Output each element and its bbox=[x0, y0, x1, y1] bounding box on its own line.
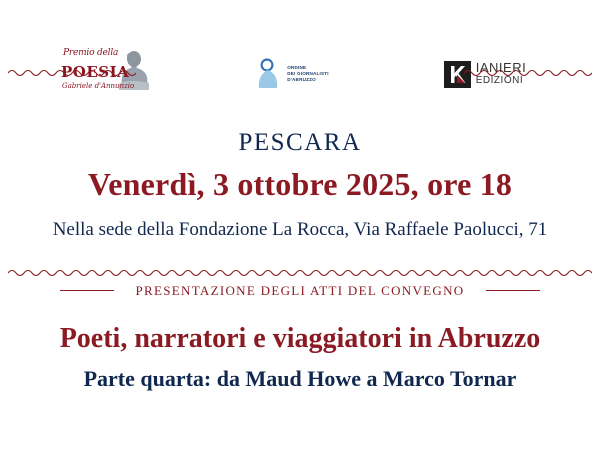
ordine-line-2: DEI GIORNALISTI bbox=[287, 71, 329, 76]
ordine-line-3: D'ABRUZZO bbox=[287, 77, 316, 82]
event-venue: Nella sede della Fondazione La Rocca, Via Raffaele Paolucci, 71 bbox=[52, 219, 548, 240]
ordine-line-1: ORDINE bbox=[287, 65, 307, 70]
ianieri-line-1: IANIERI bbox=[475, 60, 527, 75]
logo-poesia-sub: Gabriele d'Annunzio bbox=[62, 82, 135, 90]
event-title: Poeti, narratori e viaggiatori in Abruzzo bbox=[59, 323, 541, 354]
event-subtitle: Parte quarta: da Maud Howe a Marco Tornar bbox=[83, 366, 517, 391]
wave-divider-full-icon bbox=[8, 268, 592, 278]
ordine-text-block bbox=[287, 65, 329, 83]
ianieri-line-2: EDIZIONI bbox=[475, 75, 524, 86]
wave-divider-right-icon bbox=[464, 68, 592, 78]
event-city: PESCARA bbox=[238, 129, 362, 156]
kicker-rule-right bbox=[486, 290, 540, 291]
ordine-mark-icon bbox=[255, 58, 283, 90]
event-kicker: PRESENTAZIONE DEGLI ATTI DEL CONVEGNO bbox=[135, 283, 465, 298]
logo-ordine-dei-giornalisti bbox=[237, 56, 347, 92]
logo-poesia-script: Premio della bbox=[63, 48, 119, 58]
logo-poesia-word: POESIA bbox=[61, 63, 130, 81]
wave-divider-left-icon bbox=[8, 68, 136, 78]
event-date: Venerdì, 3 ottobre 2025, ore 18 bbox=[87, 166, 513, 202]
